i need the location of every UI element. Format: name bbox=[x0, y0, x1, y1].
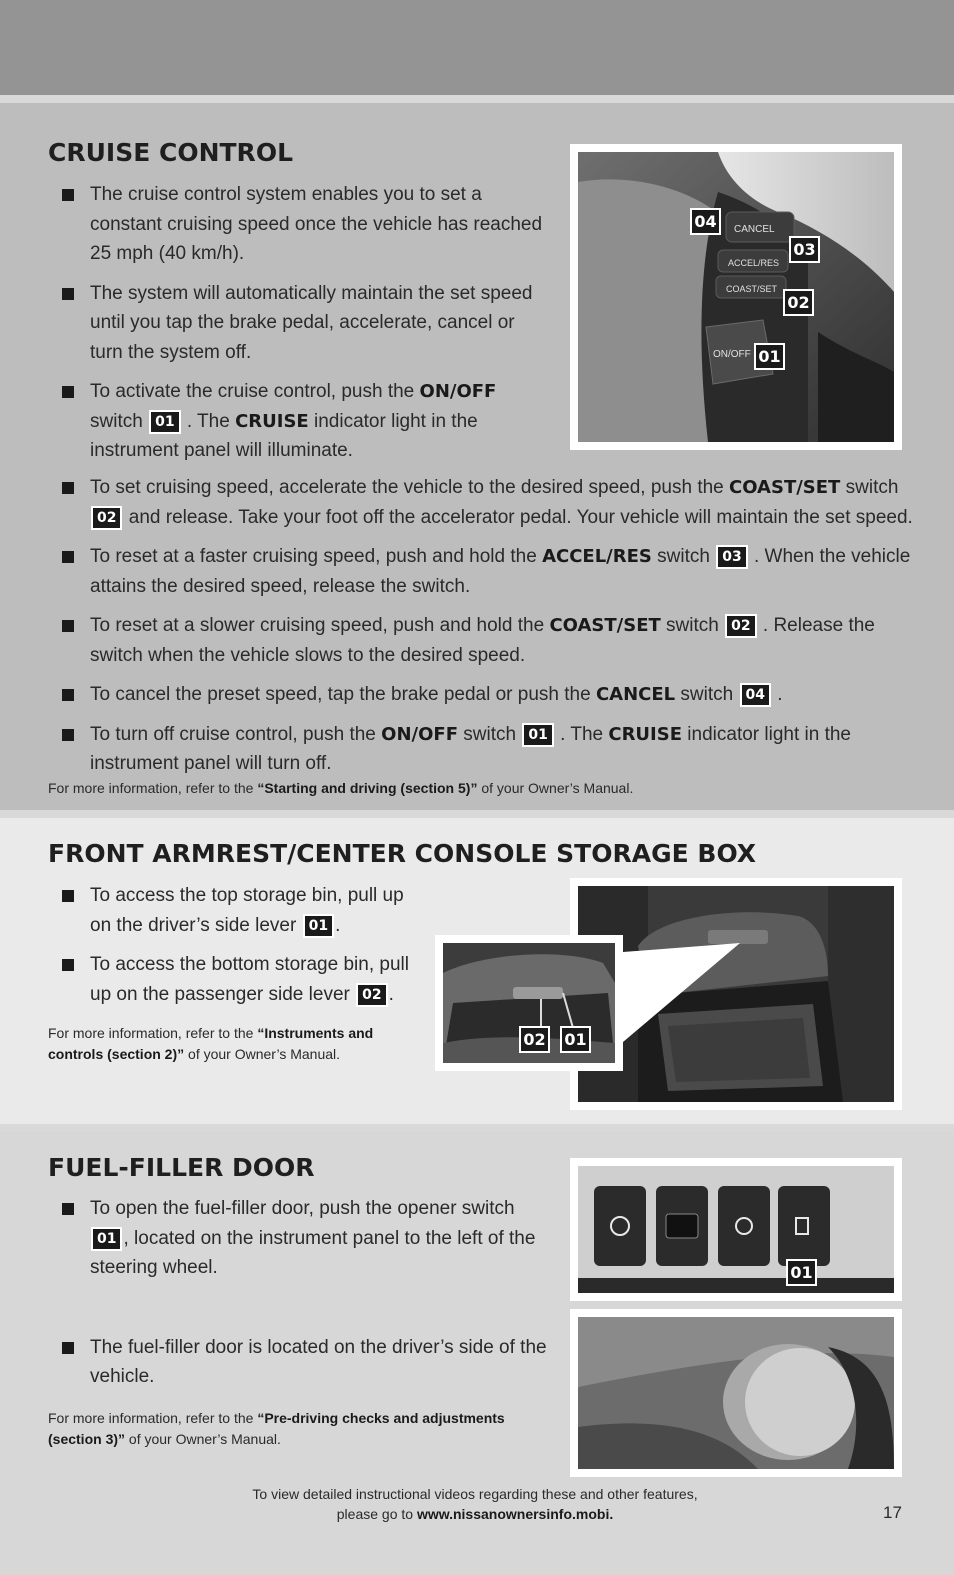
coast-set-switch-label: COAST/SET bbox=[726, 284, 778, 294]
cruise-control-section bbox=[0, 103, 954, 810]
header-bar bbox=[0, 0, 954, 95]
cruise-bullet-4: To set cruising speed, accelerate the vehicle to the desired speed, push the COAST/SET switch 02 and release. Take your foot off the accelerator pedal. Your vehicle will maintain the set speed. bbox=[48, 473, 918, 532]
callout-badge: 03 bbox=[717, 546, 746, 568]
cruise-bullet-2: The system will automatically maintain the set speed until you tap the brake pedal, accelerate, cancel or turn the system off. bbox=[48, 279, 548, 368]
callout-01-badge: 01 bbox=[786, 1259, 817, 1286]
fuel-bullet-list bbox=[48, 1194, 548, 1402]
fuel-bullet-2: The fuel-filler door is located on the driver’s side of the vehicle. bbox=[48, 1333, 548, 1392]
callout-02-badge: 02 bbox=[783, 289, 814, 316]
callout-03-badge: 03 bbox=[789, 236, 820, 263]
callout-badge: 02 bbox=[726, 615, 755, 637]
cruise-bullet-list-top bbox=[48, 180, 548, 476]
fuel-door-illustration bbox=[578, 1317, 894, 1469]
callout-badge: 01 bbox=[523, 724, 552, 746]
cruise-bullet-8: To turn off cruise control, push the ON/OFF switch 01 . The CRUISE indicator light in the instrument panel will turn off. bbox=[48, 720, 918, 779]
callout-01-badge: 01 bbox=[560, 1026, 591, 1053]
section-title-cruise-control: CRUISE CONTROL bbox=[48, 138, 293, 167]
cancel-switch-label: CANCEL bbox=[734, 224, 775, 235]
section-title-fuel-filler: FUEL-FILLER DOOR bbox=[48, 1153, 315, 1182]
callout-badge: 04 bbox=[741, 684, 770, 706]
footer-note: To view detailed instructional videos regarding these and other features, please go to www.nissanownersinfo.mobi. bbox=[252, 1486, 698, 1522]
callout-badge: 01 bbox=[150, 411, 179, 433]
callout-badge: 02 bbox=[92, 507, 121, 529]
steering-wheel-illustration bbox=[578, 152, 894, 442]
cruise-bullet-5: To reset at a faster cruising speed, push and hold the ACCEL/RES switch 03 . When the vehicle attains the desired speed, release the switch. bbox=[48, 542, 918, 601]
callout-01-badge: 01 bbox=[754, 343, 785, 370]
callout-badge: 01 bbox=[92, 1228, 121, 1250]
fuel-opener-switch-photo bbox=[570, 1158, 902, 1301]
cruise-bullet-list-bottom bbox=[48, 473, 918, 789]
console-lever-closeup-photo bbox=[435, 935, 623, 1071]
callout-02-badge: 02 bbox=[519, 1026, 550, 1053]
switch-panel-illustration bbox=[578, 1166, 894, 1293]
armrest-reference-note: For more information, refer to the “Instruments and controls (section 2)” of your Owner’s Manual. bbox=[48, 1025, 374, 1062]
cruise-bullet-1: The cruise control system enables you to set a constant cruising speed once the vehicle has reached 25 mph (40 km/h). bbox=[48, 180, 548, 269]
armrest-bullet-list bbox=[48, 881, 423, 1019]
cruise-bullet-3: To activate the cruise control, push the ON/OFF switch 01 . The CRUISE indicator light in the instrument panel will illuminate. bbox=[48, 377, 548, 466]
owners-info-link[interactable]: www.nissanownersinfo.mobi. bbox=[416, 1506, 614, 1522]
fuel-reference-note: For more information, refer to the “Pre-driving checks and adjustments (section 3)” of your Owner’s Manual. bbox=[48, 1410, 505, 1447]
armrest-bullet-2: To access the bottom storage bin, pull up on the passenger side lever 02 . bbox=[48, 950, 423, 1009]
fuel-bullet-1: To open the fuel-filler door, push the opener switch 01 , located on the instrument panel to the left of the steering wheel. bbox=[48, 1194, 548, 1283]
page-number: 17 bbox=[883, 1503, 902, 1522]
on-off-switch-label: ON/OFF bbox=[713, 349, 751, 360]
armrest-bullet-1: To access the top storage bin, pull up on the driver’s side lever 01 . bbox=[48, 881, 423, 940]
cruise-reference-note: For more information, refer to the “Starting and driving (section 5)” of your Owner’s Manual. bbox=[48, 780, 634, 796]
section-title-armrest: FRONT ARMREST/CENTER CONSOLE STORAGE BOX bbox=[48, 839, 757, 868]
fuel-filler-door-photo bbox=[570, 1309, 902, 1477]
cruise-bullet-6: To reset at a slower cruising speed, push and hold the COAST/SET switch 02 . Release the switch when the vehicle slows to the desired speed. bbox=[48, 611, 918, 670]
callout-badge: 01 bbox=[304, 915, 333, 937]
callout-04-badge: 04 bbox=[690, 208, 721, 235]
callout-badge: 02 bbox=[357, 984, 386, 1006]
cruise-bullet-7: To cancel the preset speed, tap the brake pedal or push the CANCEL switch 04 . bbox=[48, 680, 918, 710]
zoom-callout-wedge bbox=[610, 943, 740, 1083]
steering-wheel-switches-photo bbox=[570, 144, 902, 450]
accel-res-switch-label: ACCEL/RES bbox=[728, 258, 780, 268]
armrest-storage-section bbox=[0, 818, 954, 1124]
